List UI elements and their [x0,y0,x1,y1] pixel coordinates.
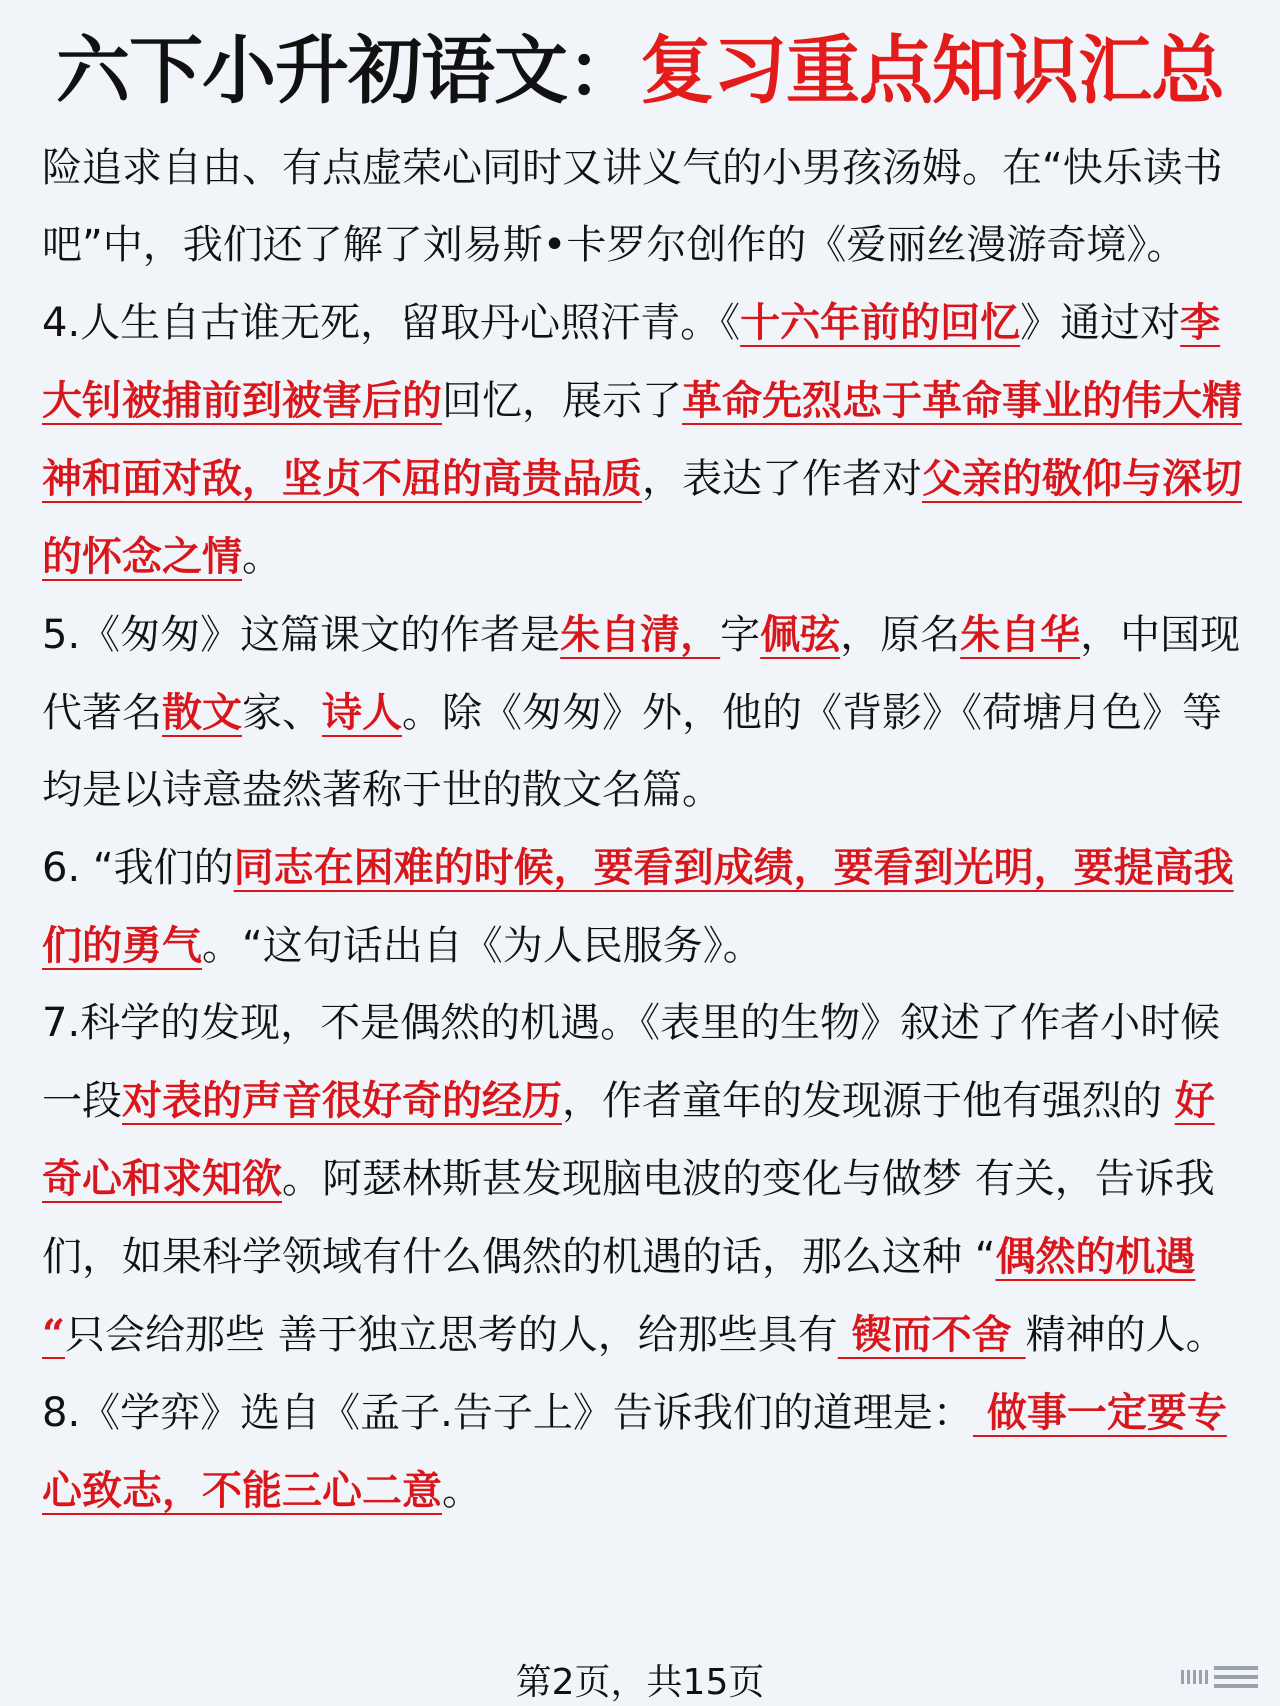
paragraph [42,130,1252,284]
paragraph [42,829,1252,985]
paragraph-text: 5.《匆匆》这篇课文的作者是 [42,612,561,658]
key-point-answer: 散文 [162,689,242,736]
title-prefix: 六下小升初语文： [56,28,640,114]
paragraph [42,596,1252,829]
paragraph-text: ，表达了作者对 [642,456,922,502]
page-title [0,0,1280,130]
paragraph-text: 字 [720,612,761,658]
key-point-answer: 父亲的敬仰与深切的怀念之情 [42,455,1242,580]
paragraph [42,284,1252,596]
paragraph-text: 》通过对 [1020,300,1181,346]
paragraph [42,985,1252,1374]
paragraph-text: 8.《学弈》选自《孟子.告子上》告诉我们的道理是： [42,1390,973,1436]
key-point-answer: 锲而不舍 [837,1311,1026,1358]
page-number: 第2页，共15页 [515,1662,765,1703]
paragraph-text: 。 [442,1468,482,1514]
title-highlight: 复习重点知识汇总 [640,28,1224,114]
paragraph-text: ，作者童年的发现源于他有强烈的 [562,1078,1175,1124]
paragraph-text: 。“这句话出自《为人民服务》。 [202,923,763,969]
paragraph-text: 。 [242,534,282,580]
paragraph-text: 回忆，展示了 [442,378,682,424]
paragraph-text: 4.人生自古谁无死，留取丹心照汗青。《 [42,300,741,346]
document-body [42,130,1252,1530]
paragraph-text: 。阿瑟林斯甚发现脑电波的变化与做梦 有关，告诉我们，如果科学领域有什么偶然的机遇的话，那么这种 “ [42,1156,1215,1280]
watermark-logo-icon [1181,1666,1258,1688]
paragraph-text: 。除《匆匆》外，他的《背影》《荷塘月色》等均是以诗意盎然著称于世的散文名篇。 [42,690,1222,813]
key-point-answer: 李大钊被捕前到被害后的 [42,299,1221,424]
key-point-answer: 佩弦 [760,611,841,658]
paragraph-text: 6. “我们的 [42,845,234,891]
key-point-answer: 同志在困难的时候，要看到成绩，要看到光明，要提高我们的勇气 [42,844,1234,969]
paragraph-text: 家、 [242,690,322,736]
paragraph-text: 只会给那些 善于独立思考的人，给那些具有 [65,1312,838,1358]
paragraph-text: ，中国现代著名 [42,612,1241,736]
key-point-answer: 革命先烈忠于革命事业的伟大精神和面对敌，坚贞不屈的高贵品质 [42,377,1242,502]
key-point-answer: 好奇心和求知欲 [42,1077,1215,1202]
paragraph-text: 精神的人。 [1025,1312,1226,1358]
paragraph-text: 7.科学的发现，不是偶然的机遇。《表里的生物》叙述了作者小时候一段 [42,1000,1221,1124]
key-point-answer: 偶然的机遇 “ [42,1233,1196,1358]
key-point-answer: 诗人 [322,689,402,736]
key-point-answer: 对表的声音很好奇的经历 [122,1077,562,1124]
key-point-answer: 做事一定要专心致志，不能三心二意 [42,1389,1227,1514]
key-point-answer: 十六年前的回忆 [740,299,1021,346]
paragraph-text: ，原名 [840,612,961,658]
key-point-answer: 朱自清， [560,611,721,658]
paragraph [42,1374,1252,1530]
paragraph-text: 险追求自由、有点虚荣心同时又讲义气的小男孩汤姆。在“快乐读书吧”中，我们还了解了刘易斯•卡罗尔创作的《爱丽丝漫游奇境》。 [42,145,1223,268]
key-point-answer: 朱自华 [960,611,1081,658]
